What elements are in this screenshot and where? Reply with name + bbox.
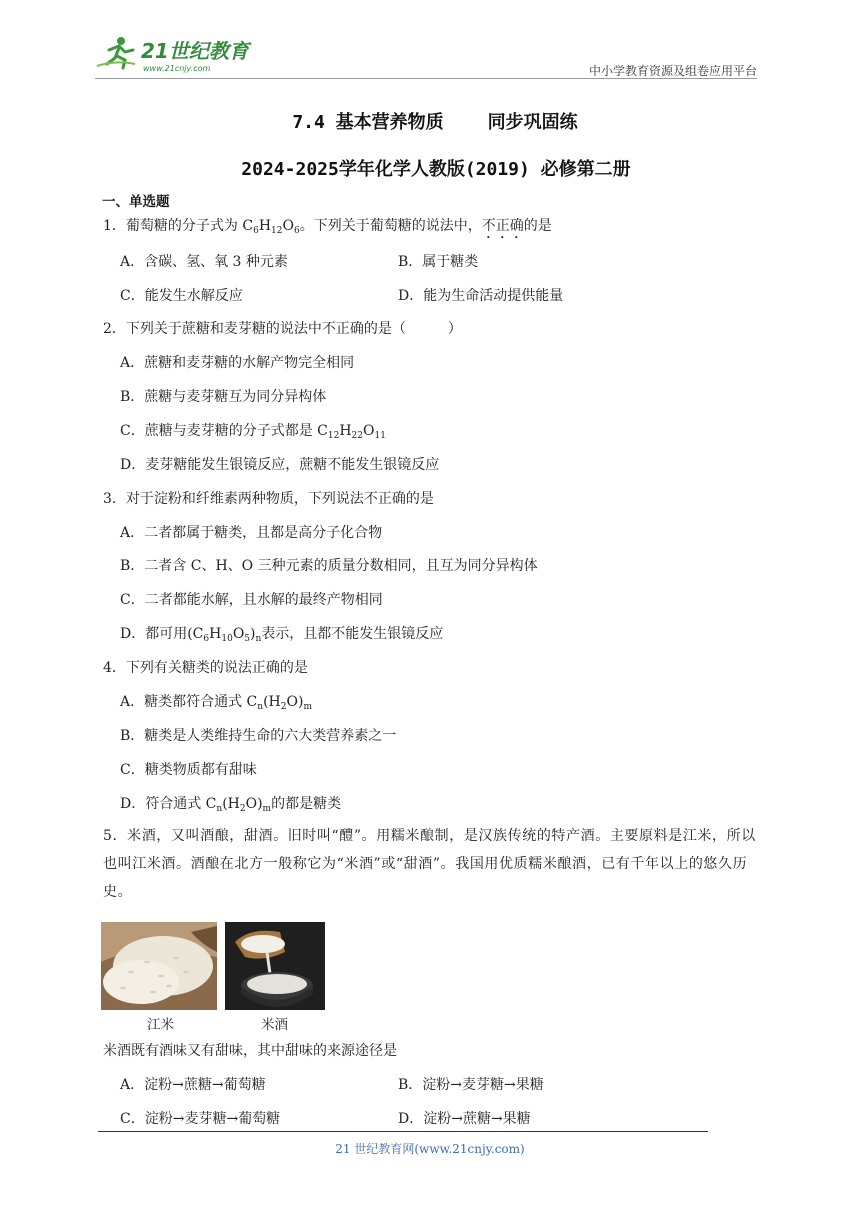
platform-name: 中小学教育资源及组卷应用平台 — [588, 64, 757, 78]
svg-text:www.21cnjy.com: www.21cnjy.com — [143, 64, 211, 73]
question-2-option-c: C．蔗糖与麦芽糖的分子式都是 $C_{12}H_{22}O_{11}$ — [120, 423, 386, 441]
question-1-option-a: A．含碳、氢、氧 3 种元素 — [120, 254, 288, 270]
emphasis-text: 不正确 — [481, 218, 524, 234]
question-1-option-c: C．能发生水解反应 — [120, 288, 243, 304]
question-1-option-b: B．属于糖类 — [398, 254, 479, 270]
question-2-option-a: A．蔗糖和麦芽糖的水解产物完全相同 — [120, 355, 355, 371]
question-5-option-b: B．淀粉→麦芽糖→果糖 — [398, 1077, 544, 1093]
question-5-stem: 米酒既有酒味又有甜味，其中甜味的来源途径是 — [103, 1043, 397, 1059]
question-5-passage: 5．米酒，又叫酒酿，甜酒。旧时叫“醴”。用糯米酿制，是汉族传统的特产酒。主要原料是江米，所以也叫江米酒。酒酿在北方一般称它为“米酒”或“甜酒”。我国用优质糯米酿酒，已有千年以上的悠久历史。 — [103, 828, 756, 900]
question-3-option-b: B．二者含 C、H、O 三种元素的质量分数相同，且互为同分异构体 — [120, 558, 538, 574]
question-1-stem: 1．葡萄糖的分子式为 $C_6H_{12}O_6$。下列关于葡萄糖的说法中，不正确的是 — [103, 218, 552, 236]
question-2-stem: 2．下列关于蔗糖和麦芽糖的说法中不正确的是（ ） — [103, 321, 462, 337]
question-5-option-a: A．淀粉→蔗糖→葡萄糖 — [120, 1077, 266, 1093]
header-divider — [95, 78, 757, 79]
question-4-option-d: D．符合通式 $C_n(H_2O)_m$的都是糖类 — [120, 796, 342, 814]
question-1-option-d: D．能为生命活动提供能量 — [398, 288, 564, 304]
logo — [95, 34, 265, 74]
question-3-option-a: A．二者都属于糖类，且都是高分子化合物 — [120, 525, 383, 541]
page-header — [95, 30, 757, 80]
question-5-option-c: C．淀粉→麦芽糖→葡萄糖 — [120, 1111, 281, 1127]
question-2-option-d: D．麦芽糖能发生银镜反应，蔗糖不能发生银镜反应 — [120, 457, 440, 473]
svg-text:21世纪教育: 21世纪教育 — [141, 39, 249, 63]
question-5-images — [101, 922, 325, 1034]
runner-icon — [97, 37, 135, 68]
footer-divider — [98, 1131, 708, 1132]
title-lesson: 7.4 基本营养物质 — [292, 112, 444, 133]
question-2-option-b: B．蔗糖与麦芽糖互为同分异构体 — [120, 389, 327, 405]
question-4-option-c: C．糖类物质都有甜味 — [120, 762, 257, 778]
question-4-stem: 4．下列有关糖类的说法正确的是 — [103, 660, 308, 676]
image-caption-wine: 米酒 — [261, 1017, 288, 1033]
title-line-1 — [10, 108, 860, 134]
question-3-option-d: D．都可用$(C_6H_{10}O_5)_n$表示，且都不能发生银镜反应 — [120, 626, 444, 644]
question-4-option-b: B．糖类是人类维持生命的六大类营养素之一 — [120, 728, 397, 744]
image-caption-rice: 江米 — [147, 1017, 174, 1033]
section-heading: 一、单选题 — [102, 194, 170, 210]
question-5-option-d: D．淀粉→蔗糖→果糖 — [398, 1111, 531, 1127]
rice-image — [101, 922, 217, 1010]
question-3-stem: 3．对于淀粉和纤维素两种物质，下列说法不正确的是 — [103, 491, 434, 507]
title-subtitle: 同步巩固练 — [487, 112, 578, 133]
question-4-option-a: A．糖类都符合通式 $C_n(H_2O)_m$ — [120, 694, 312, 712]
title-line-2: 2024-2025学年化学人教版(2019) 必修第二册 — [241, 159, 631, 180]
rice-wine-image — [225, 922, 325, 1010]
question-3-option-c: C．二者都能水解，且水解的最终产物相同 — [120, 592, 383, 608]
footer-link[interactable]: 21 世纪教育网(www.21cnjy.com) — [335, 1142, 525, 1156]
